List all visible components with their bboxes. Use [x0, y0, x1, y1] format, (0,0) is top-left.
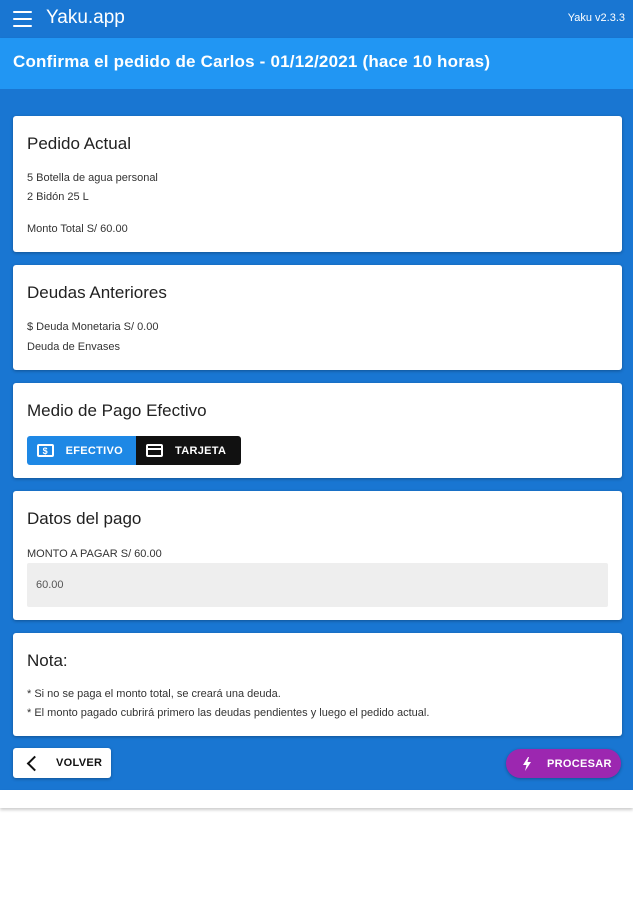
monto-a-pagar-field[interactable] — [27, 563, 608, 607]
nota-line: * Si no se paga el monto total, se creará una deuda. — [27, 688, 281, 700]
datos-pago-title: Datos del pago — [27, 509, 142, 528]
tarjeta-label: TARJETA — [175, 444, 227, 457]
volver-button[interactable] — [13, 748, 111, 778]
procesar-button[interactable] — [506, 749, 621, 778]
payment-method-toggle — [27, 436, 241, 465]
page-title: Confirma el pedido de Carlos - 01/12/2021 (hace 10 horas) — [13, 52, 491, 71]
nota-line: * El monto pagado cubrirá primero las deudas pendientes y luego el pedido actual. — [27, 707, 430, 719]
menu-icon[interactable] — [13, 11, 32, 27]
datos-pago-card — [13, 491, 622, 620]
procesar-label: PROCESAR — [547, 757, 612, 770]
deuda-envases: Deuda de Envases — [27, 341, 120, 353]
medio-pago-title: Medio de Pago Efectivo — [27, 401, 207, 420]
bottom-divider — [0, 790, 633, 808]
bolt-icon — [522, 757, 532, 771]
confirm-header — [0, 38, 633, 89]
volver-label: VOLVER — [56, 757, 103, 769]
monto-a-pagar-input[interactable] — [27, 563, 608, 607]
monto-a-pagar-label: MONTO A PAGAR S/ 60.00 — [27, 548, 162, 560]
efectivo-button[interactable] — [27, 436, 136, 465]
main-content — [0, 89, 633, 790]
pedido-item: 2 Bidón 25 L — [27, 191, 89, 203]
app-bar — [0, 0, 633, 38]
pedido-actual-card — [13, 116, 622, 252]
deudas-title: Deudas Anteriores — [27, 283, 167, 302]
nota-title: Nota: — [27, 651, 68, 670]
cash-icon: $ — [37, 444, 54, 457]
pedido-actual-title: Pedido Actual — [27, 134, 131, 153]
nota-card — [13, 633, 622, 736]
chevron-left-icon — [27, 755, 43, 771]
tarjeta-button[interactable] — [136, 436, 241, 465]
app-version: Yaku v2.3.3 — [567, 12, 625, 24]
app-title: Yaku.app — [46, 7, 125, 28]
medio-pago-card — [13, 383, 622, 478]
efectivo-label: EFECTIVO — [65, 444, 123, 457]
deudas-anteriores-card — [13, 265, 622, 370]
monto-total: Monto Total S/ 60.00 — [27, 223, 128, 235]
deuda-monetaria: $ Deuda Monetaria S/ 0.00 — [27, 321, 159, 333]
credit-card-icon — [146, 444, 163, 457]
pedido-item: 5 Botella de agua personal — [27, 172, 158, 184]
